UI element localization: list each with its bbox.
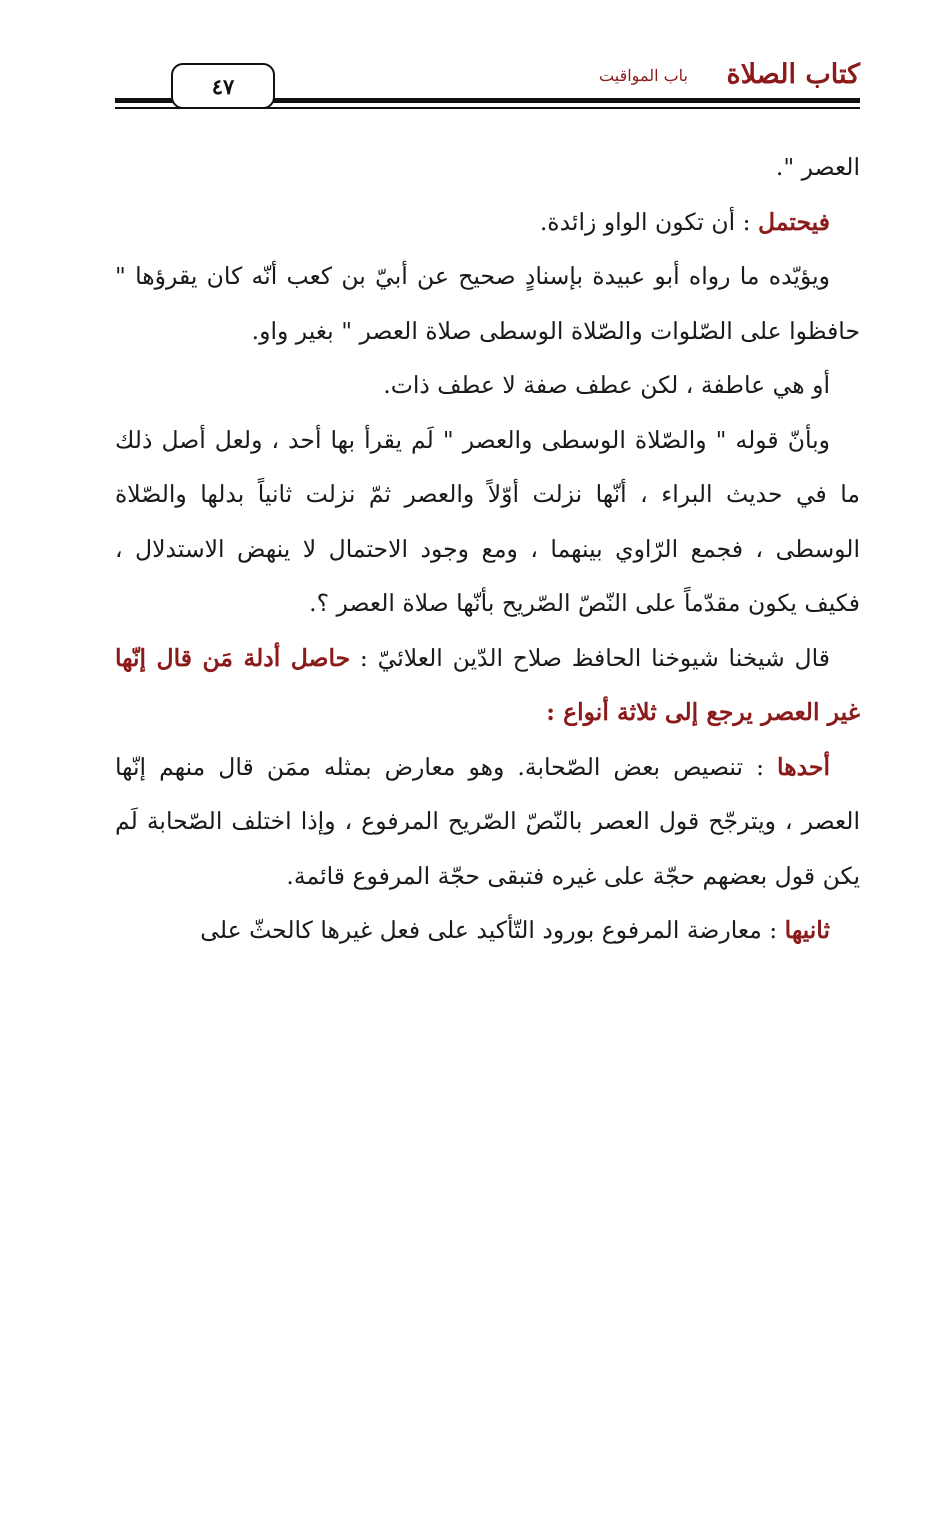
page-number-box	[171, 63, 275, 109]
paragraph-7-text: : تنصيص بعض الصّحابة. وهو معارض بمثله ممَن قال منهم إنّها العصر ، ويترجّح قول العصر بالنّصّ الصّريح المرفوع ، وإذا اختلف الصّحابة لَم يكن قول بعضهم حجّة على غيره فتبقى حجّة المرفوع قائمة.	[115, 752, 860, 890]
keyword-ahaduha: أحدها	[777, 752, 830, 781]
page-body	[115, 140, 860, 958]
keyword-hasil-adilla: حاصل أدلة مَن قال إنّها غير العصر يرجع إلى ثلاثة أنواع :	[115, 643, 860, 726]
paragraph-5-text: وبأنّ قوله " والصّلاة الوسطى والعصر " لَم يقرأ بها أحد ، ولعل أصل ذلك ما في حديث البراء ، أنّها نزلت أوّلاً والعصر ثمّ نزلت ثانياً بدلها والصّلاة الوسطى ، فجمع الرّاوي بينهما ، ومع وجود الاحتمال لا ينهض الاستدلال ، فكيف يكون مقدّماً على النّصّ الصّريح بأنّها صلاة العصر ؟.	[115, 425, 860, 617]
paragraph-7	[115, 740, 860, 904]
paragraph-4-text: أو هي عاطفة ، لكن عطف صفة لا عطف ذات.	[383, 371, 830, 399]
paragraph-4	[115, 358, 860, 413]
keyword-thaniha: ثانيها	[784, 916, 830, 944]
paragraph-3	[115, 249, 860, 358]
paragraph-2	[115, 195, 860, 250]
book-title: كتاب الصلاة	[726, 59, 860, 90]
paragraph-1	[115, 140, 860, 195]
paragraph-5	[115, 413, 860, 631]
paragraph-2-text: : أن تكون الواو زائدة.	[539, 207, 759, 236]
paragraph-8	[115, 903, 860, 958]
page-number: ٤٧	[211, 73, 235, 99]
page-header	[115, 55, 860, 115]
paragraph-6	[115, 631, 860, 740]
paragraph-3-text: ويؤيّده ما رواه أبو عبيدة بإسنادٍ صحيح عن أبيّ بن كعب أنّه كان يقرؤها " حافظوا على الصّلوات والصّلاة الوسطى صلاة العصر " بغير واو.	[115, 262, 860, 345]
chapter-title: باب المواقيت	[599, 66, 688, 85]
paragraph-6-text: قال شيخنا شيوخنا الحافظ صلاح الدّين العلائيّ :	[350, 643, 830, 672]
paragraph-8-text: : معارضة المرفوع بورود التّأكيد على فعل غيرها كالحثّ على	[200, 916, 785, 944]
keyword-yahtamil: فيحتمل	[758, 207, 830, 236]
paragraph-1-text: العصر ".	[775, 153, 860, 181]
